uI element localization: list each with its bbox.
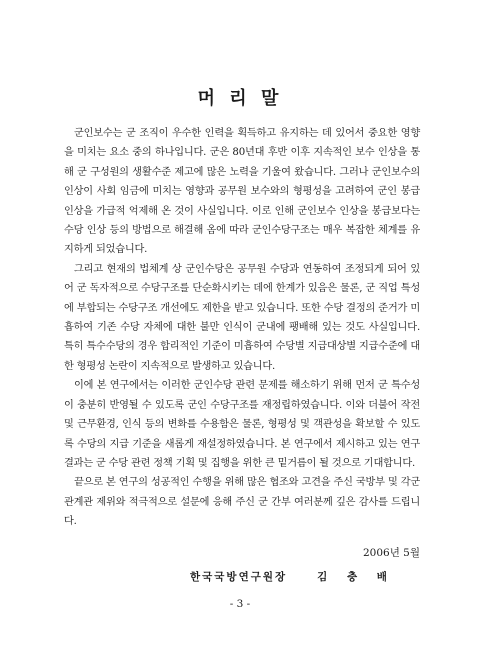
date-line: 2006년 5월 bbox=[362, 547, 420, 559]
page-number: - 3 - bbox=[229, 598, 251, 610]
paragraph-3: 이에 본 연구에서는 이러한 군인수당 관련 문제를 해소하기 위해 먼저 군 특수성이 충분히 반영될 수 있도록 군인 수당구조를 재정립하였습니다. 이와 더불어 작전 및 근무환경, 인식 등의 변화를 수용함은 물론, 형평성 및 객관성을 확보할 수 있도록 수당의 지급 기준을 새롭게 재설정하였습니다. 본 연구에서 제시하고 있는 연구결과는 군 수당 관련 정책 기획 및 집행을 위한 큰 밑거름이 될 것으로 기대합니다. bbox=[64, 380, 420, 469]
signature-line bbox=[190, 569, 395, 584]
paragraph-1: 군인보수는 군 조직이 우수한 인력을 획득하고 유지하는 데 있어서 중요한 영향을 미치는 요소 중의 하나입니다. 군은 80년대 후반 이후 지속적인 보수 인상을 통해 군 구성원의 생활수준 제고에 많은 노력을 기울여 왔습니다. 그러나 군인보수의 인상이 사회 임금에 미치는 영향과 공무원 보수와의 형평성을 고려하여 군인 봉급 인상을 가급적 억제해 온 것이 사실입니다. 이로 인해 군인보수 인상을 봉급보다는 수당 인상 등의 방법으로 해결해 옴에 따라 군인수당구조는 매우 복잡한 체계를 유지하게 되었습니다. bbox=[64, 128, 420, 256]
body-text bbox=[64, 124, 420, 532]
paragraph-2: 그리고 현재의 법체계 상 군인수당은 공무원 수당과 연동하여 조정되게 되어 있어 군 독자적으로 수당구조를 단순화시키는 데에 한계가 있음은 물론, 군 직업 특성에 부합되는 수당구조 개선에도 제한을 받고 있습니다. 또한 수당 결정의 준거가 미흡하여 기존 수당 자체에 대한 불만 인식이 군내에 팽배해 있는 것도 사실입니다. 특히 특수수당의 경우 합리적인 기준이 미흡하여 수당별 지급대상별 지급수준에 대한 형평성 논란이 지속적으로 발생하고 있습니다. bbox=[64, 263, 420, 372]
page-title: 머 리 말 bbox=[197, 88, 283, 109]
signature-organization: 한국국방연구원장 bbox=[190, 571, 288, 583]
paragraph-4: 끝으로 본 연구의 성공적인 수행을 위해 많은 협조와 고견을 주신 국방부 및 각군 관계관 제위와 적극적으로 설문에 응해 주신 군 간부 여러분께 깊은 감사를 드립니다. bbox=[64, 477, 420, 528]
signature-name: 김 충 배 bbox=[317, 571, 395, 583]
